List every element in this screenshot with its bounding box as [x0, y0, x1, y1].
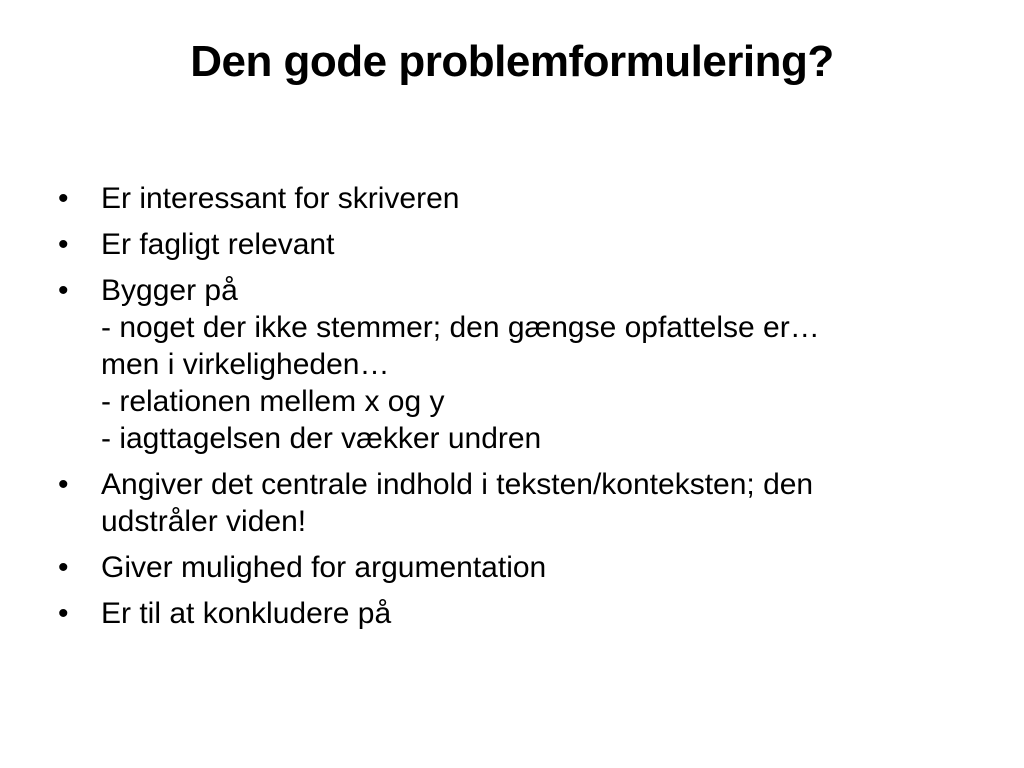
bullet-list: [58, 180, 978, 641]
bullet-text: Er interessant for skriveren: [101, 182, 460, 215]
bullet-subline: udstråler viden!: [101, 505, 307, 538]
bullet-subline: - relationen mellem x og y: [101, 385, 445, 418]
bullet-item: [58, 272, 978, 457]
bullet-item: [58, 180, 978, 217]
bullet-text: Er til at konkludere på: [101, 597, 392, 630]
bullet-item: [58, 466, 978, 540]
bullet-text: Er fagligt relevant: [101, 228, 335, 261]
bullet-text: Angiver det centrale indhold i teksten/konteksten; den: [101, 468, 814, 501]
bullet-text: Bygger på: [101, 274, 238, 307]
bullet-subline: men i virkeligheden…: [101, 348, 390, 381]
bullet-item: [58, 595, 978, 632]
bullet-dot-icon: •: [58, 228, 69, 261]
bullet-dot-icon: •: [58, 551, 69, 584]
bullet-dot-icon: •: [58, 597, 69, 630]
bullet-subline: - noget der ikke stemmer; den gængse opfattelse er…: [101, 311, 820, 344]
bullet-dot-icon: •: [58, 182, 69, 215]
bullet-item: [58, 226, 978, 263]
bullet-subline: - iagttagelsen der vækker undren: [101, 422, 542, 455]
slide-title: Den gode problemformulering?: [190, 37, 834, 86]
bullet-item: [58, 549, 978, 586]
bullet-dot-icon: •: [58, 274, 69, 307]
bullet-dot-icon: •: [58, 468, 69, 501]
bullet-text: Giver mulighed for argumentation: [101, 551, 547, 584]
